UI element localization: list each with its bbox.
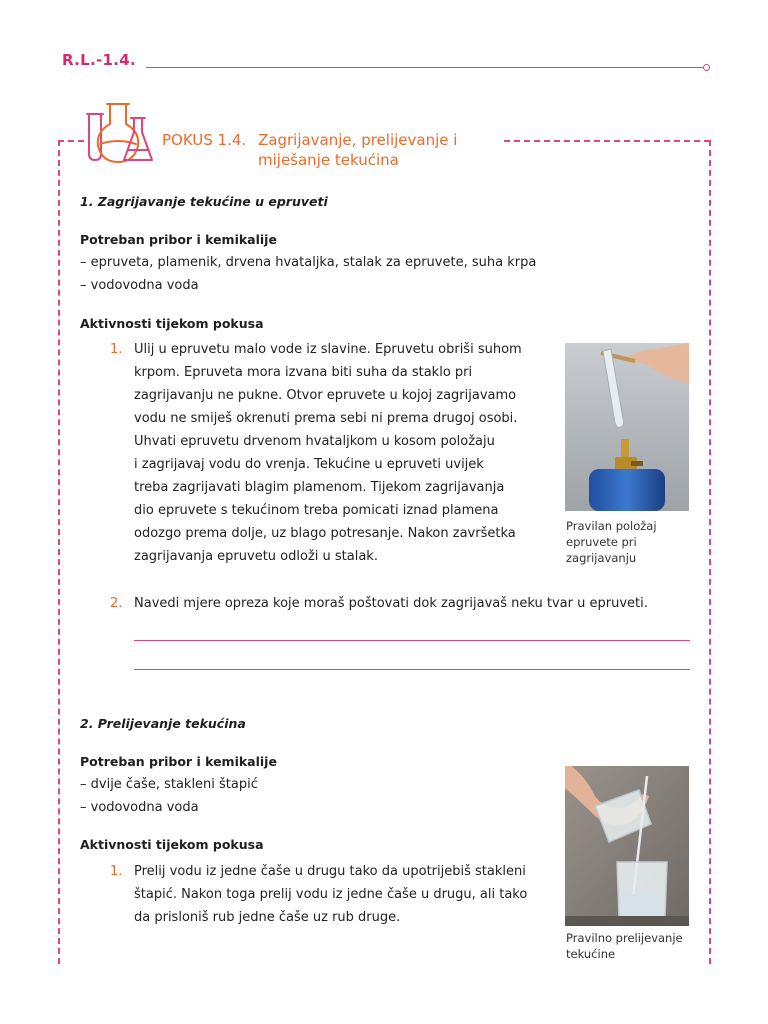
experiment-title-line2: miješanje tekućina [258, 151, 399, 169]
part1-equipment-item: – vodovodna voda [80, 278, 199, 293]
photo1-caption: Pravilan položaj epruvete pri zagrijavanju [566, 519, 657, 565]
step-number: 1. [110, 864, 123, 879]
header-rule-end-dot [703, 64, 710, 71]
part2-step1-text: Prelij vodu iz jedne čaše u drugu tako da upotrijebiš stakleni štapić. Nakon toga prelij vodu iz jedne čaše u drugu, ali tako da prisloniš rub jedne čaše uz rub druge. [134, 864, 528, 925]
experiment-title-line1: Zagrijavanje, prelijevanje i [258, 131, 458, 149]
experiment-title [162, 130, 457, 170]
part2-title: 2. Prelijevanje tekućina [80, 716, 246, 731]
lab-glassware-icon [80, 100, 158, 166]
frame-top-right-dash [504, 140, 710, 142]
part1-title: 1. Zagrijavanje tekućine u epruveti [80, 194, 328, 209]
part2-equipment-item: – vodovodna voda [80, 800, 199, 815]
worksheet-code: R.L.-1.4. [62, 51, 136, 69]
part1-equipment-heading: Potreban pribor i kemikalije [80, 232, 277, 247]
header-rule [146, 67, 704, 68]
photo-test-tube-heating [565, 343, 689, 511]
part1-step2-text: Navedi mjere opreza koje moraš poštovati dok zagrijavaš neku tvar u epruveti. [134, 596, 648, 611]
answer-line[interactable] [134, 669, 690, 670]
step-number: 1. [110, 342, 123, 357]
part2-equipment-heading: Potreban pribor i kemikalije [80, 754, 277, 769]
part1-activities-heading: Aktivnosti tijekom pokusa [80, 316, 264, 331]
answer-line[interactable] [134, 640, 690, 641]
part1-equipment-item: – epruveta, plamenik, drvena hvataljka, stalak za epruvete, suha krpa [80, 255, 537, 270]
photo2-caption: Pravilno prelijevanje tekućine [566, 931, 683, 961]
frame-left-dash [58, 140, 60, 964]
part1-step1-text: Ulij u epruvetu malo vode iz slavine. Epruvetu obriši suhom krpom. Epruveta mora izvana biti suha da staklo pri zagrijavanju ne pukne. Otvor epruvete u kojoj zagrijavamo vodu ne smiješ okrenuti prema sebi ni prema drugoj osobi. Uhvati epruvetu drvenom hvataljkom u kosom položaju i zagrijavaj vodu do vrenja. Tekućine u epruveti uvijek treba zagrijavati blagim plamenom. Tijekom zagrijavanja dio epruvete s tekućinom treba pomicati iznad plamena odozgo prema dolje, uz blago potresanje. Nakon završetka zagrijavanja epruvetu odloži u stalak. [134, 342, 522, 564]
frame-right-dash [709, 140, 711, 964]
photo-pouring-liquid [565, 766, 689, 926]
part2-activities-heading: Aktivnosti tijekom pokusa [80, 837, 264, 852]
experiment-label: POKUS 1.4. [162, 131, 247, 149]
step-number: 2. [110, 596, 123, 611]
part2-equipment-item: – dvije čaše, stakleni štapić [80, 777, 258, 792]
